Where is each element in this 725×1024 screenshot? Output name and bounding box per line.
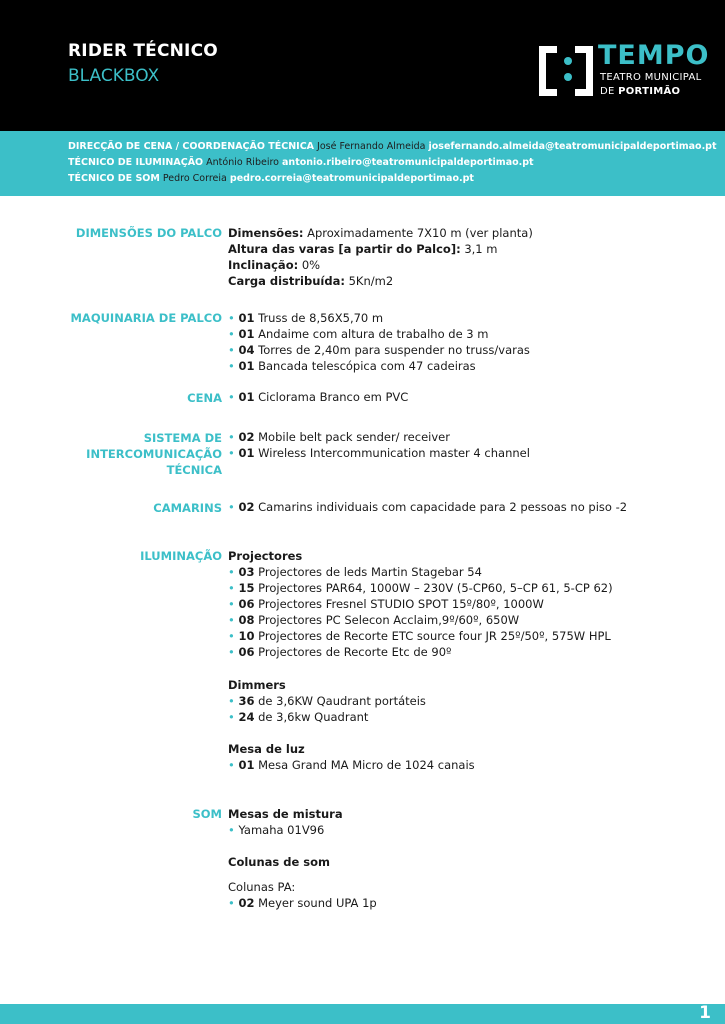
subsection-title: Colunas de som — [228, 855, 331, 869]
list-item: • 02 Mobile belt pack sender/ receiver — [228, 430, 450, 444]
list-item: • Yamaha 01V96 — [228, 823, 325, 837]
contact-role: TÉCNICO DE ILUMINAÇÃO — [68, 157, 204, 168]
page-number: 1 — [699, 1003, 711, 1023]
spec-row: Altura das varas [a partir do Palco]: 3,1 m — [228, 242, 498, 256]
list-item: • 01 Wireless Intercommunication master 4 channel — [228, 446, 530, 460]
contact-email[interactable]: josefernando.almeida@teatromunicipaldeportimao.pt — [428, 141, 717, 152]
logo-wordmark: TEMPO — [598, 40, 710, 71]
list-item: • 08 Projectores PC Selecon Acclaim,9º/60º, 650W — [228, 613, 520, 627]
subsection-title: Mesa de luz — [228, 742, 305, 756]
contact-role: DIRECÇÃO DE CENA / COORDENAÇÃO TÉCNICA — [68, 141, 315, 152]
list-item: • 01 Truss de 8,56X5,70 m — [228, 311, 384, 325]
section-label-cena: CENA — [187, 391, 222, 405]
contacts-band — [0, 131, 725, 196]
subsection-title: Mesas de mistura — [228, 807, 343, 821]
contact-row — [68, 157, 534, 168]
spec-row: Inclinação: 0% — [228, 258, 321, 272]
doc-subtitle: BLACKBOX — [68, 66, 160, 86]
list-item: • 10 Projectores de Recorte ETC source four JR 25º/50º, 575W HPL — [228, 629, 611, 643]
logo-line-1: TEATRO MUNICIPAL — [600, 72, 702, 83]
footer-band — [0, 1004, 725, 1024]
list-item: • 15 Projectores PAR64, 1000W – 230V (5-CP60, 5–CP 61, 5-CP 62) — [228, 581, 613, 595]
section-label-camarins: CAMARINS — [153, 501, 222, 515]
contact-row — [68, 141, 717, 152]
list-item: • 02 Meyer sound UPA 1p — [228, 896, 377, 910]
list-item: • 01 Mesa Grand MA Micro de 1024 canais — [228, 758, 475, 772]
section-label-iluminacao: ILUMINAÇÃO — [140, 549, 222, 563]
list-item: • 06 Projectores Fresnel STUDIO SPOT 15º/80º, 1000W — [228, 597, 544, 611]
list-item: • 36 de 3,6KW Qaudrant portáteis — [228, 694, 426, 708]
contact-role: TÉCNICO DE SOM — [68, 173, 160, 184]
contact-name: António Ribeiro — [206, 157, 279, 168]
spec-row: Dimensões: Aproximadamente 7X10 m (ver planta) — [228, 226, 533, 240]
list-item: • 03 Projectores de leds Martin Stagebar 54 — [228, 565, 482, 579]
doc-title: RIDER TÉCNICO — [68, 41, 218, 61]
subsection-title: Projectores — [228, 549, 303, 563]
list-item: • 01 Ciclorama Branco em PVC — [228, 390, 409, 404]
list-item: • 01 Bancada telescópica com 47 cadeiras — [228, 359, 476, 373]
list-item: • 24 de 3,6kw Quadrant — [228, 710, 369, 724]
contact-name: Pedro Correia — [162, 173, 227, 184]
header-band — [0, 0, 725, 131]
tempo-logo-icon — [537, 44, 595, 98]
section-label-som: SOM — [192, 807, 222, 821]
contact-email[interactable]: pedro.correia@teatromunicipaldeportimao.pt — [229, 173, 474, 184]
subsection-title: Dimmers — [228, 678, 286, 692]
section-label-dimensoes: DIMENSÕES DO PALCO — [75, 226, 222, 240]
section-label-intercom: SISTEMA DE INTERCOMUNICAÇÃO TÉCNICA — [86, 431, 222, 477]
list-item: • 06 Projectores de Recorte Etc de 90º — [228, 645, 452, 659]
list-item: • 04 Torres de 2,40m para suspender no truss/varas — [228, 343, 530, 357]
contact-name: José Fernando Almeida — [317, 141, 426, 152]
section-label-maquinaria: MAQUINARIA DE PALCO — [70, 311, 222, 325]
list-item: • 01 Andaime com altura de trabalho de 3 m — [228, 327, 489, 341]
spec-row: Carga distribuída: 5Kn/m2 — [228, 274, 394, 288]
spec-row: Colunas PA: — [228, 880, 296, 894]
contact-email[interactable]: antonio.ribeiro@teatromunicipaldeportimao.pt — [282, 157, 534, 168]
logo-line-2: DE PORTIMÃO — [600, 86, 681, 97]
list-item: • 02 Camarins individuais com capacidade para 2 pessoas no piso -2 — [228, 500, 628, 514]
contact-row — [68, 173, 474, 184]
